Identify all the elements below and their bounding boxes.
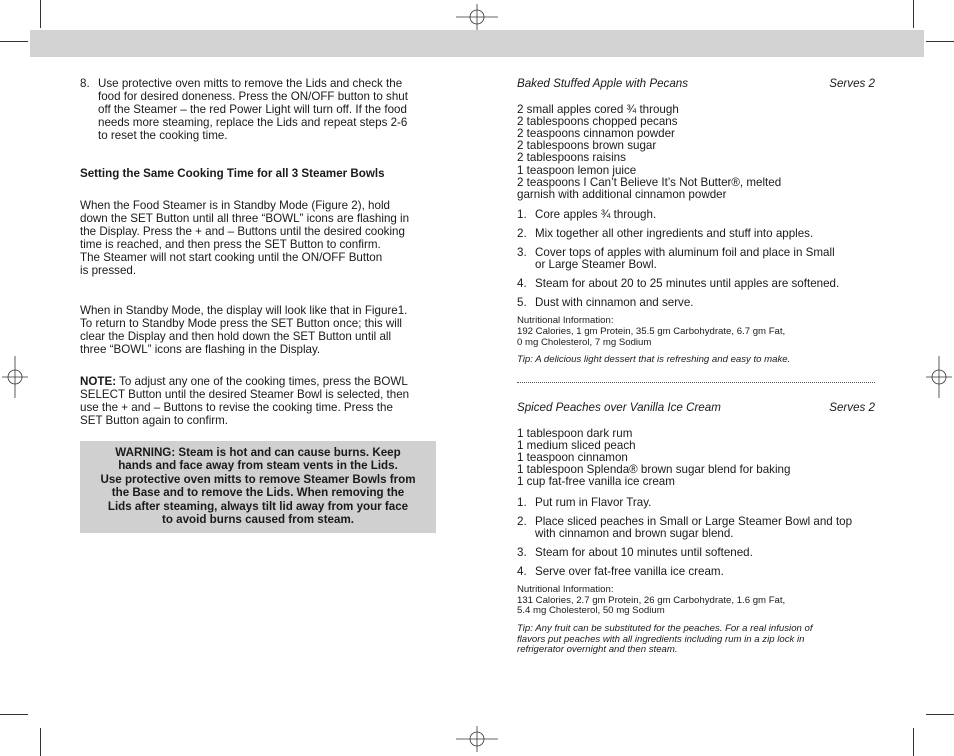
nutrition-line: 192 Calories, 1 gm Protein, 35.5 gm Carbohydrate, 6.7 gm Fat, [517, 326, 786, 337]
step-text [535, 497, 875, 509]
step-number: 8. [80, 77, 90, 90]
text-line: Place sliced peaches in Small or Large Steamer Bowl and top [535, 514, 853, 528]
ingredient-item: 2 tablespoons raisins [517, 151, 626, 165]
ingredient-item: 1 cup fat-free vanilla ice cream [517, 475, 675, 489]
paragraph-display [80, 304, 436, 356]
note-paragraph [80, 375, 436, 427]
step-item [517, 228, 875, 240]
text-line [80, 375, 436, 388]
step-list [517, 209, 875, 310]
ingredient-item: 1 tablespoon Splenda® brown sugar blend for baking [517, 463, 791, 477]
crop-mark [926, 41, 954, 42]
crop-mark [926, 714, 954, 715]
step-item [517, 297, 875, 309]
text-line: time is reached, and then press the SET Button to confirm. [80, 237, 381, 251]
ingredient-item: 2 small apples cored ¾ through [517, 103, 679, 117]
tip-line: flavors put peaches with all ingredients including rum in a zip lock in [517, 633, 805, 645]
ingredient-item: 2 tablespoons brown sugar [517, 139, 657, 153]
ingredient-item: 2 teaspoons cinnamon powder [517, 127, 675, 141]
step-8 [80, 77, 436, 142]
recipe-title-row [517, 401, 875, 414]
nutrition-info [517, 585, 875, 617]
registration-mark-bottom [456, 726, 498, 752]
step-number: 1. [517, 495, 527, 509]
step-item [517, 209, 875, 221]
nutrition-line: 0 mg Cholesterol, 7 mg Sodium [517, 336, 652, 348]
left-column [80, 77, 436, 533]
step-text [535, 566, 875, 578]
text-line: to reset the cooking time. [98, 129, 228, 143]
crop-mark [913, 728, 914, 756]
text-line: Cover tops of apples with aluminum foil and place in Small [535, 246, 835, 260]
recipe-title-row [517, 77, 875, 90]
ingredient-list [517, 104, 875, 201]
registration-mark-top [456, 4, 498, 30]
step-number: 1. [517, 207, 527, 221]
nutrition-line: 131 Calories, 2.7 gm Protein, 26 gm Carbohydrate, 1.6 gm Fat, [517, 594, 786, 606]
crop-mark [0, 714, 28, 715]
step-item [517, 247, 875, 271]
tip-line: Tip: Any fruit can be substituted for the peaches. For a real infusion of [517, 622, 813, 634]
note-text: To adjust any one of the cooking times, press the BOWL [116, 374, 408, 388]
step-item [517, 497, 875, 509]
nutrition-line: 5.4 mg Cholesterol, 50 mg Sodium [517, 605, 665, 617]
ingredient-item: garnish with additional cinnamon powder [517, 187, 727, 201]
recipe-divider [517, 382, 875, 383]
text-line: or Large Steamer Bowl. [535, 258, 657, 272]
warning-line: WARNING: Steam is hot and can cause burns. Keep [115, 445, 401, 459]
text-line: needs more steaming, replace the Lids and repeat steps 2-6 [98, 116, 408, 130]
recipe-title: Baked Stuffed Apple with Pecans [517, 77, 689, 90]
text-line: is pressed. [80, 264, 137, 278]
text-line: Serve over fat-free vanilla ice cream. [535, 564, 724, 578]
text-line: off the Steamer – the red Power Light will turn off. If the food [98, 103, 407, 117]
step-item [517, 566, 875, 578]
header-band [30, 30, 924, 57]
ingredient-list [517, 428, 875, 488]
tip-line: refrigerator overnight and then steam. [517, 644, 678, 656]
text-line: The Steamer will not start cooking until the ON/OFF Button [80, 250, 383, 264]
step-number: 2. [517, 514, 527, 528]
text-line: food for desired doneness. Press the ON/OFF button to shut [98, 90, 408, 104]
ingredient-item: 2 teaspoons I Can’t Believe It’s Not Butter®, melted [517, 175, 782, 189]
step-number: 5. [517, 296, 527, 310]
text-line: Steam for about 20 to 25 minutes until apples are softened. [535, 277, 840, 291]
text-line: down the SET Button until all three “BOWL” icons are flashing in [80, 211, 410, 225]
warning-line: Use protective oven mitts to remove Steamer Bowls from [100, 472, 416, 486]
crop-mark [913, 0, 914, 28]
step-number: 4. [517, 277, 527, 291]
recipe-tip [517, 355, 875, 366]
step-text [535, 547, 875, 559]
recipe-title: Spiced Peaches over Vanilla Ice Cream [517, 400, 721, 414]
warning-line: the Base and to remove the Lids. When removing the [111, 486, 405, 500]
step-number: 3. [517, 545, 527, 559]
step-list [517, 497, 875, 578]
step-text [535, 209, 875, 221]
step-text [535, 278, 875, 290]
step-text [535, 516, 875, 540]
step-number: 2. [517, 226, 527, 240]
text-line: SELECT Button until the desired Steamer Bowl is selected, then [80, 387, 410, 401]
recipe-serves: Serves 2 [829, 77, 875, 90]
crop-mark [0, 41, 28, 42]
recipe-tip [517, 624, 875, 656]
warning-box [80, 441, 436, 533]
nutrition-line: Nutritional Information: [517, 315, 614, 327]
step-item [517, 278, 875, 290]
crop-mark [40, 0, 41, 28]
text-line: Put rum in Flavor Tray. [535, 495, 652, 509]
step-8-text [98, 77, 436, 142]
step-number: 3. [517, 246, 527, 260]
ingredient-item: 2 tablespoons chopped pecans [517, 115, 678, 129]
tip-line: Tip: A delicious light dessert that is refreshing and easy to make. [517, 354, 791, 366]
warning-line: hands and face away from steam vents in the Lids. [118, 459, 398, 473]
ingredient-item: 1 teaspoon lemon juice [517, 163, 637, 177]
recipe-serves: Serves 2 [829, 400, 875, 414]
registration-mark-right [926, 356, 952, 398]
text-line: When the Food Steamer is in Standby Mode (Figure 2), hold [80, 198, 390, 212]
text-line: Steam for about 10 minutes until softened. [535, 545, 753, 559]
step-item [517, 547, 875, 559]
text-line: clear the Display and then hold down the SET Button until all [80, 330, 392, 344]
text-line: Core apples ¾ through. [535, 207, 657, 221]
paragraph-standby [80, 199, 436, 278]
section-heading: Setting the Same Cooking Time for all 3 Steamer Bowls [80, 167, 385, 181]
step-text [535, 247, 875, 271]
warning-line: to avoid burns caused from steam. [162, 512, 354, 526]
crop-mark [40, 728, 41, 756]
step-text [535, 297, 875, 309]
step-item [517, 516, 875, 540]
text-line: To return to Standby Mode press the SET Button once; this will [80, 317, 403, 331]
right-column [517, 77, 875, 656]
text-line: Use protective oven mitts to remove the Lids and check the [98, 77, 403, 90]
ingredient-item: 1 teaspoon cinnamon [517, 451, 628, 465]
text-line: three “BOWL” icons are flashing in the Display. [80, 343, 321, 357]
text-line: with cinnamon and brown sugar blend. [535, 526, 734, 540]
text-line: When in Standby Mode, the display will look like that in Figure1. [80, 304, 408, 318]
step-number: 4. [517, 564, 527, 578]
nutrition-info [517, 316, 875, 348]
text-line: SET Button again to confirm. [80, 413, 229, 427]
text-line: the Display. Press the + and – Buttons until the desired cooking [80, 224, 405, 238]
text-line: Mix together all other ingredients and stuff into apples. [535, 226, 814, 240]
step-text [535, 228, 875, 240]
ingredient-item: 1 tablespoon dark rum [517, 427, 633, 441]
registration-mark-left [2, 356, 28, 398]
warning-line: Lids after steaming, always tilt lid away from your face [107, 499, 409, 513]
text-line: use the + and – Buttons to revise the cooking time. Press the [80, 400, 393, 414]
text-line: Dust with cinnamon and serve. [535, 296, 694, 310]
note-label: NOTE: [80, 374, 117, 388]
nutrition-line: Nutritional Information: [517, 584, 614, 596]
ingredient-item: 1 medium sliced peach [517, 439, 636, 453]
